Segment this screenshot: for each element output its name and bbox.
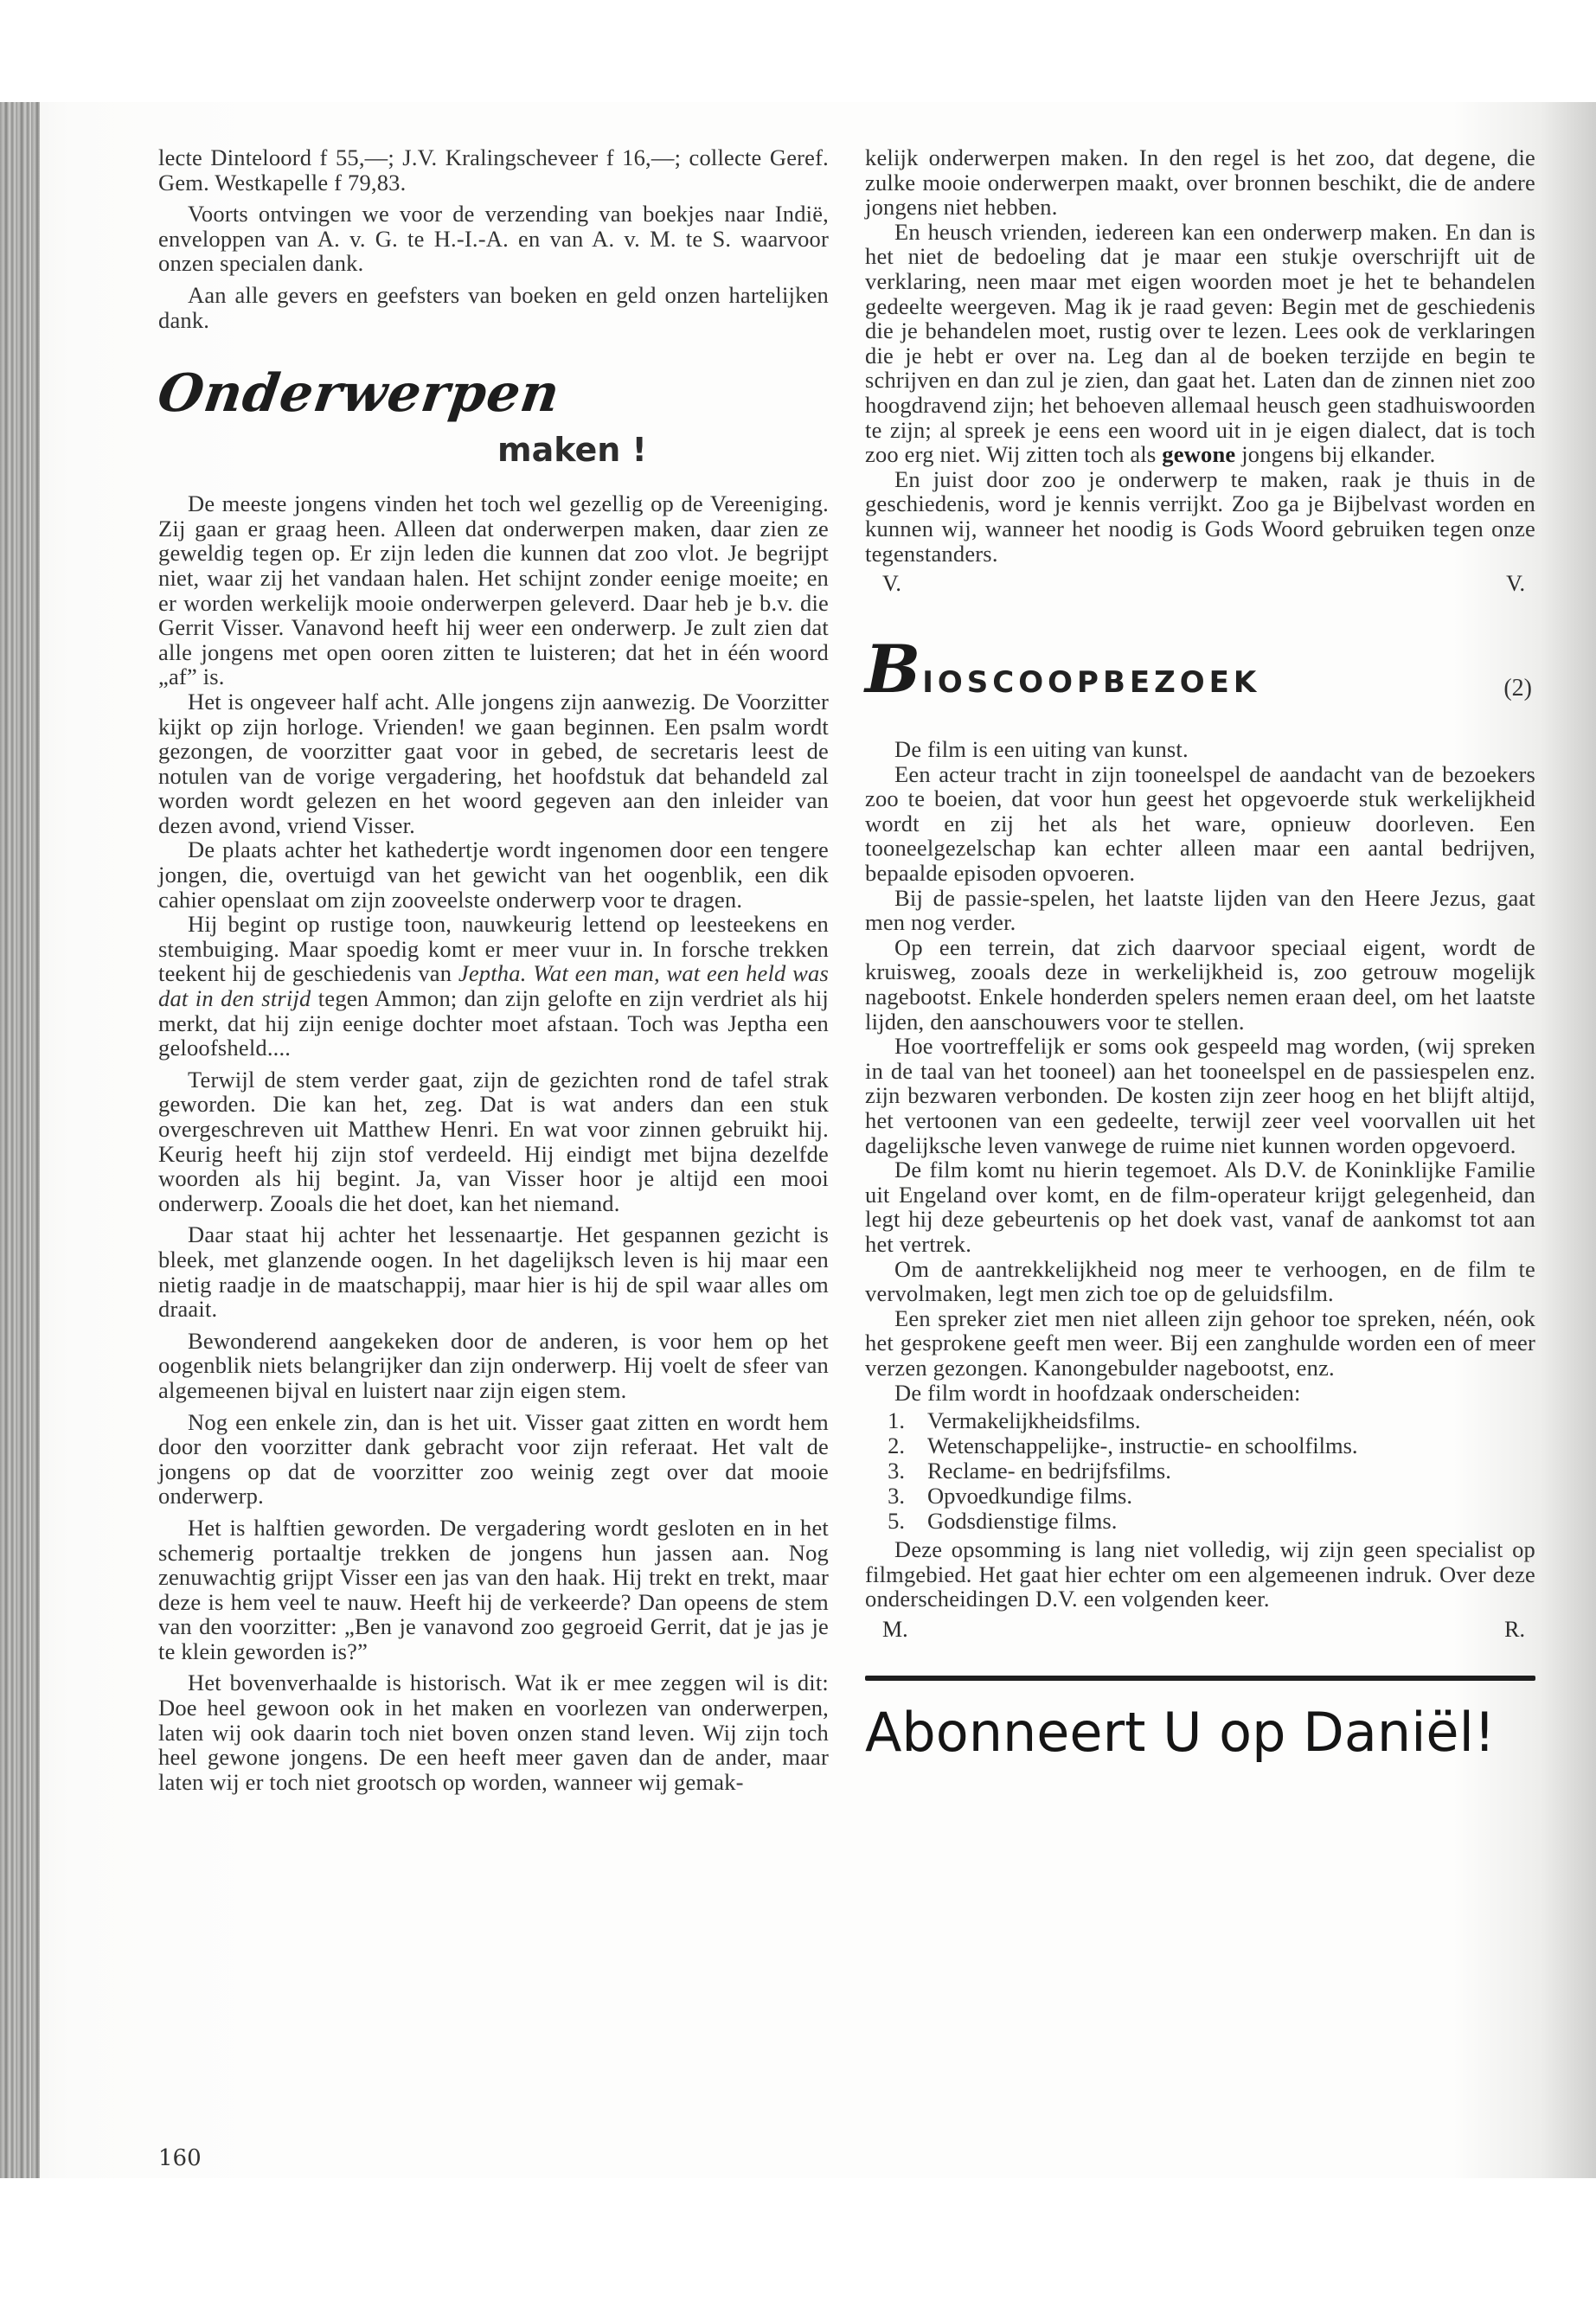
article-paragraph: De film wordt in hoofdzaak onderscheiden: bbox=[894, 1379, 1301, 1406]
article-paragraph: Om de aantrekkelijkheid nog meer te verhoogen, en de film te vervolmaken, legt men zich toe op de geluidsfilm. bbox=[865, 1255, 1535, 1307]
signature-initial-left: V. bbox=[882, 571, 901, 597]
article-paragraph: De film is een uiting van kunst. bbox=[894, 736, 1189, 763]
right-column bbox=[865, 145, 1535, 1767]
list-number: 3. bbox=[888, 1458, 905, 1484]
signature-initial-right: V. bbox=[1506, 571, 1525, 597]
text-run: jongens bij elkander. bbox=[1235, 441, 1436, 468]
article-paragraph: kelijk onderwerpen maken. In den regel is het zoo, dat degene, die zulke mooie onderwerpen maakt, over bronnen beschikt, die de andere jongens niet hebben. bbox=[865, 144, 1535, 221]
list-number: 2. bbox=[888, 1433, 905, 1459]
list-label: Reclame- en bedrijfsfilms. bbox=[927, 1458, 1171, 1484]
article-paragraph: Deze opsomming is lang niet volledig, wij zijn geen specialist op filmgebied. Het gaat hier echter om een algemeenen indruk. Over deze onderscheidingen D.V. een volgenden keer. bbox=[865, 1536, 1535, 1612]
signature bbox=[865, 1612, 1535, 1643]
article-paragraph: Het bovenverhaalde is historisch. Wat ik er mee zeggen wil is dit: Doe heel gewoon ook in het maken en voorlezen van onderwerpen, laten wij ook daarin toch niet boven onzen stand leven. Wij zijn toch heel gewone jongens. De een heeft meer gaven dan de ander, maar laten wij er toch niet grootsch op worden, wanneer wij gemak- bbox=[158, 1670, 829, 1795]
intro-paragraph: Aan alle gevers en geefsters van boeken en geld onzen hartelijken dank. bbox=[158, 281, 829, 333]
article-paragraph: Hoe voortreffelijk er soms ook gespeeld mag worden, (wij spreken in de taal van het tooneel) aan het tooneelspel en de passiespelen enz. zijn bezwaren verbonden. De kosten zijn zeer hoog en het blijft altijd, het vertoonen van een gedeelte, terwijl zeer veel voorvallen uit het dagelijksche leven vanwege de ruime niet kunnen worden opgevoerd. bbox=[865, 1033, 1535, 1158]
list-number: 1. bbox=[888, 1407, 905, 1434]
article-subtitle: maken ! bbox=[497, 431, 647, 470]
list-number: 5. bbox=[888, 1508, 905, 1535]
page-number: 160 bbox=[158, 2145, 202, 2171]
list-item bbox=[865, 1509, 1535, 1534]
article-paragraph: Een spreker ziet men niet alleen zijn gehoor toe spreken, néén, ook het gesprokene geeft men weer. Bij een zanghulde worden een of meer verzen gezongen. Kanongebulder nagebootst, enz. bbox=[865, 1304, 1535, 1381]
list-item bbox=[865, 1484, 1535, 1509]
intro-paragraph: Voorts ontvingen we voor de verzending van boekjes naar Indië, enveloppen van A. v. G. te H.-I.-A. en van A. v. M. te S. waarvoor onzen specialen dank. bbox=[158, 201, 829, 277]
film-types-list bbox=[865, 1408, 1535, 1534]
list-label: Godsdienstige films. bbox=[927, 1508, 1118, 1535]
text-run: Hij begint op rustige toon, nauwkeurig lettend op leesteekens en stembuiging. Maar spoedig komt er meer vuur in. In forsche trekken teekent hij de geschiedenis van bbox=[158, 911, 829, 987]
intro-paragraph: lecte Dinteloord f 55,—; J.V. Kralingscheveer f 16,—; collecte Geref. Gem. Westkapelle f 79,83. bbox=[158, 144, 829, 195]
list-label: Vermakelijkheidsfilms. bbox=[927, 1407, 1141, 1434]
list-number: 3. bbox=[888, 1483, 905, 1509]
article-paragraph: Bij de passie-spelen, het laatste lijden van den Heere Jezus, gaat men nog verder. bbox=[865, 884, 1535, 936]
signature-initial-right: R. bbox=[1504, 1616, 1525, 1642]
list-label: Opvoedkundige films. bbox=[927, 1483, 1132, 1509]
list-item bbox=[865, 1433, 1535, 1458]
article-paragraph: Een acteur tracht in zijn tooneelspel de aandacht van de bezoekers zoo te boeien, dat voor hun geest het opgevoerde stuk werkelijkheid wordt en zij het als het ware, opnieuw doorleven. Een tooneelgezelschap kan echter alleen maar een aantal bedrijven, bepaalde episoden opvoeren. bbox=[865, 760, 1535, 887]
article-paragraph: Daar staat hij achter het lessenaartje. Het gespannen gezicht is bleek, met glanzende oogen. In het dagelijksch leven is hij maar een nietig raadje in de maatschappij, maar hier is hij de spil waar alles om draait. bbox=[158, 1221, 829, 1323]
article-paragraph bbox=[158, 912, 829, 1061]
list-item bbox=[865, 1408, 1535, 1433]
list-item bbox=[865, 1458, 1535, 1484]
signature-initial-left: M. bbox=[882, 1616, 908, 1642]
article-paragraph bbox=[865, 220, 1535, 467]
article-title: Onderwerpen bbox=[154, 363, 564, 425]
text-run: tegen Ammon; dan zijn gelofte en zijn verdriet als hij merkt, dat hij zijn eenige dochter moet afstaan. Toch was Jeptha een geloofsheld.... bbox=[158, 985, 829, 1061]
italic-text: Jeptha. Wat een man, wat een held was dat in den strijd bbox=[158, 960, 829, 1012]
article-paragraph: De plaats achter het kathedertje wordt ingenomen door een tengere jongen, die, overtuigd van het gewicht van het oogenblik, een dik cahier openslaat om zijn zooveelste onderwerp voor te dragen. bbox=[158, 836, 829, 913]
signature bbox=[865, 566, 1535, 597]
article-paragraph: Nog een enkele zin, dan is het uit. Visser gaat zitten en wordt hem door den voorzitter dank gebracht voor zijn referaat. Het valt de jongens op dat de voorzitter zoo weinig zegt over dat mooie onderwerp. bbox=[158, 1408, 829, 1509]
heading-part-number: (2) bbox=[1503, 675, 1532, 702]
left-column bbox=[154, 144, 829, 1795]
article-paragraph: Het is halftien geworden. De vergadering wordt gesloten en in het schemerig portaaltje trekken de jongens hun jassen aan. Nog zenuwachtig grijpt Visser een jas van den haak. Hij trekt en trekt, maar deze is hem veel te nauw. Heeft hij de verkeerde? Dan opeens de stem van den voorzitter: „Ben je vanavond zoo gegroeid Gerrit, dat je jas je te klein geworden is?” bbox=[158, 1514, 829, 1664]
article-paragraph: De meeste jongens vinden het toch wel gezellig op de Vereeniging. Zij gaan er graag heen. Alleen dat onderwerpen maken, daar zien ze geweldig tegen op. Er zijn leden die kunnen dat zoo vlot. Je begrijpt niet, waar zij het vandaan halen. Het schijnt zonder eenige moeite; en er worden werkelijk mooie onderwerpen geleverd. Daar heb je b.v. die Gerrit Visser. Vanavond heeft hij weer een onderwerp. Je zult zien dat alle jongens met open ooren zitten te luisteren; dat het in één woord „af” is. bbox=[158, 490, 829, 690]
section-heading bbox=[865, 631, 1535, 708]
book-binding-edge bbox=[0, 102, 40, 2178]
article-paragraph: En juist door zoo je onderwerp te maken, raak je thuis in de geschiedenis, word je kennis verrijkt. Zoo ga je Bijbelvast worden en kunnen wij, wanneer het noodig is Gods Woord gebruiken tegen onze tegenstanders. bbox=[865, 465, 1535, 567]
subscription-advertisement: Abonneert U op Daniël! bbox=[865, 1700, 1496, 1764]
list-label: Wetenschappelijke-, instructie- en schoolfilms. bbox=[927, 1433, 1358, 1459]
article-paragraph: Bewonderend aangekeken door de anderen, is voor hem op het oogenblik niets belangrijker dan zijn onderwerp. Hij voelt de sfeer van algemeenen bijval en luistert naar zijn eigen stem. bbox=[158, 1327, 829, 1403]
article-paragraph: Het is ongeveer half acht. Alle jongens zijn aanwezig. De Voorzitter kijkt op zijn horloge. Vrienden! we gaan beginnen. Een psalm wordt gezongen, de voorzitter gaat voor in gebed, de secretaris leest de notulen van de vorige vergadering, het hoofdstuk dat behandeld zal worden wordt gelezen en het woord gegeven aan den inleider van dezen avond, vriend Visser. bbox=[158, 688, 829, 838]
heading-text: IOSCOOPBEZOEK bbox=[922, 665, 1261, 701]
article-paragraph: Op een terrein, dat zich daarvoor speciaal eigent, wordt de kruisweg, zooals deze in werkelijkheid is, zoo getrouw mogelijk nagebootst. Enkele honderden spelers nemen eraan deel, om het laatste lijden, den aanschouwers voor te stellen. bbox=[865, 933, 1535, 1035]
horizontal-rule bbox=[865, 1676, 1535, 1681]
article-paragraph: De film komt nu hierin tegemoet. Als D.V. de Koninklijke Familie uit Engeland over komt, en de film-operateur krijgt gelegenheid, dan legt hij deze gebeurtenis op het doek vast, vanaf de aankomst tot aan het vertrek. bbox=[865, 1157, 1535, 1257]
bold-text: gewone bbox=[1162, 441, 1236, 468]
article-paragraph: Terwijl de stem verder gaat, zijn de gezichten rond de tafel strak geworden. Die kan het, zeg. Dat is wat anders dan een stuk overgeschreven uit Matthew Henri. En wat voor zinnen gebruikt hij. Keurig heeft hij zijn stof verdeeld. Hij eindigt met bijna dezelfde woorden als hij begint. Ja, van Visser hoor je altijd een mooi onderwerp. Zooals die het doet, kan het niemand. bbox=[158, 1066, 829, 1216]
text-run: En heusch vrienden, iedereen kan een onderwerp maken. En dan is het niet de bedoeling dat je maar een stukje overschrijft uit de verklaring, neen maar met eigen woorden moet je het te behandelen gedeelte weergeven. Mag ik je raad geven: Begin met de geschiedenis die je behandelen moet, rustig over te lezen. Lees ook de verklaringen die je hebt er over na. Leg dan al de boeken terzijde en begin te schrijven en dan zul je zien, dan gaat het. Laten dan de zinnen niet zoo hoogdravend zijn; het behoeven allemaal heusch geen stadhuiswoorden te zijn; al spreek je eens een woord uit in je eigen dialect, dat is toch zoo erg niet. Wij zitten toch als bbox=[865, 218, 1535, 468]
heading-initial: B bbox=[865, 631, 921, 708]
